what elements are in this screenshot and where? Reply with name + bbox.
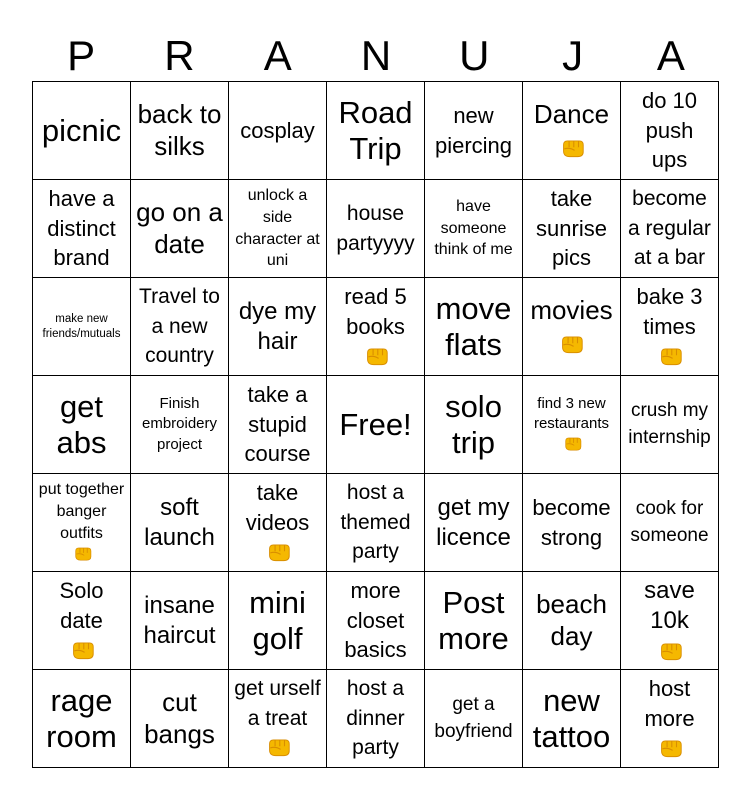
bingo-cell[interactable] (523, 278, 621, 376)
cell-text: Post more (438, 584, 509, 656)
cell-text: take sunrise pics (536, 185, 607, 271)
header-letter-p: P (67, 32, 96, 79)
bingo-cell[interactable] (621, 82, 719, 180)
cell-text: move flats (435, 290, 512, 362)
bingo-cell[interactable] (327, 474, 425, 572)
oncoming-fist-icon (70, 639, 96, 661)
cell-text: get my licence (436, 493, 511, 551)
cell-text: soft launch (144, 493, 215, 551)
cell-text: have a distinct brand (47, 185, 116, 271)
oncoming-fist-icon (563, 435, 583, 452)
free-space-text: Free! (339, 406, 412, 442)
bingo-cell[interactable] (327, 82, 425, 180)
oncoming-fist-icon (73, 545, 93, 562)
cell-text: get urself a treat (234, 677, 321, 730)
bingo-cell[interactable] (621, 474, 719, 572)
bingo-cell[interactable] (229, 572, 327, 670)
bingo-header (32, 30, 720, 82)
oncoming-fist-icon (266, 736, 292, 758)
bingo-cell[interactable] (229, 670, 327, 768)
cell-text: movies (530, 295, 613, 326)
cell-text: put together banger outfits (38, 481, 125, 542)
bingo-cell[interactable] (621, 180, 719, 278)
bingo-cell[interactable] (621, 572, 719, 670)
bingo-cell[interactable] (327, 670, 425, 768)
cell-text: go on a date (136, 197, 223, 259)
bingo-cell[interactable] (131, 82, 229, 180)
bingo-cell[interactable] (131, 474, 229, 572)
cell-text: mini golf (249, 584, 306, 656)
bingo-cell[interactable] (425, 278, 523, 376)
header-letter-a: A (263, 32, 292, 79)
cell-text: cook for someone (630, 497, 709, 546)
cell-text: dye my hair (238, 297, 317, 355)
cell-text: find 3 new restaurants (533, 395, 610, 433)
cell-text: Travel to a new country (139, 285, 220, 368)
cell-text: back to silks (137, 99, 222, 161)
cell-text: more closet basics (344, 577, 407, 663)
bingo-cell[interactable] (425, 572, 523, 670)
bingo-cell[interactable] (131, 180, 229, 278)
header-letter-a2: A (656, 32, 685, 79)
oncoming-fist-icon (266, 541, 292, 563)
bingo-cell[interactable] (425, 474, 523, 572)
oncoming-fist-icon (560, 137, 586, 159)
bingo-cell[interactable] (425, 376, 523, 474)
header-letter-r: R (164, 32, 195, 79)
header-letter-u: U (459, 32, 490, 79)
cell-text: take videos (245, 479, 310, 535)
bingo-cell[interactable] (425, 82, 523, 180)
cell-text: make new friends/mutuals (42, 312, 121, 340)
cell-text: take a stupid course (244, 381, 311, 467)
cell-text: become a regular at a bar (628, 187, 711, 270)
cell-text: host more (644, 675, 695, 731)
cell-text: solo trip (445, 388, 502, 460)
bingo-cell[interactable] (523, 474, 621, 572)
cell-text: picnic (41, 112, 122, 148)
cell-text: Finish embroidery project (141, 395, 218, 453)
free-space-cell[interactable] (327, 376, 425, 474)
oncoming-fist-icon (364, 345, 390, 367)
cell-text: host a themed party (340, 481, 411, 564)
oncoming-fist-icon (658, 345, 684, 367)
bingo-cell[interactable] (33, 180, 131, 278)
bingo-cell[interactable] (229, 474, 327, 572)
bingo-cell[interactable] (131, 572, 229, 670)
cell-text: have someone think of me (434, 198, 513, 259)
bingo-cell[interactable] (523, 670, 621, 768)
cell-text: cosplay (240, 117, 315, 143)
oncoming-fist-icon (658, 640, 684, 662)
cell-text: cut bangs (144, 687, 215, 749)
cell-text: crush my internship (628, 399, 711, 448)
cell-text: host a dinner party (346, 677, 405, 760)
bingo-cell[interactable] (425, 670, 523, 768)
bingo-grid (32, 81, 719, 768)
bingo-cell[interactable] (33, 474, 131, 572)
bingo-cell[interactable] (33, 572, 131, 670)
cell-text: beach day (536, 589, 607, 651)
bingo-cell[interactable] (33, 376, 131, 474)
bingo-cell[interactable] (523, 376, 621, 474)
cell-text: read 5 books (344, 283, 407, 339)
bingo-cell[interactable] (327, 572, 425, 670)
bingo-cell[interactable] (621, 376, 719, 474)
bingo-cell[interactable] (621, 278, 719, 376)
oncoming-fist-icon (658, 737, 684, 759)
header-letter-n: N (360, 32, 392, 79)
bingo-cell[interactable] (523, 82, 621, 180)
bingo-cell[interactable] (327, 278, 425, 376)
bingo-cell[interactable] (131, 278, 229, 376)
cell-text: do 10 push ups (641, 87, 698, 173)
bingo-cell[interactable] (229, 376, 327, 474)
bingo-cell[interactable] (131, 670, 229, 768)
cell-text: Road Trip (338, 94, 413, 166)
bingo-cell[interactable] (33, 278, 131, 376)
cell-text: Solo date (59, 577, 104, 633)
cell-text: unlock a side character at uni (235, 187, 320, 270)
cell-text: rage room (46, 682, 117, 754)
bingo-cell[interactable] (229, 278, 327, 376)
cell-text: get abs (56, 388, 107, 460)
cell-text: house partyyyy (336, 202, 415, 255)
bingo-cell[interactable] (327, 180, 425, 278)
bingo-cell[interactable] (131, 376, 229, 474)
cell-text: new piercing (434, 102, 513, 158)
bingo-cell[interactable] (523, 572, 621, 670)
cell-text: save 10k (644, 576, 695, 634)
cell-text: get a boyfriend (434, 693, 513, 742)
cell-text: insane haircut (143, 591, 216, 649)
header-letter-j: J (562, 32, 584, 79)
bingo-cell[interactable] (229, 180, 327, 278)
bingo-cell[interactable] (229, 82, 327, 180)
bingo-cell[interactable] (621, 670, 719, 768)
bingo-cell[interactable] (425, 180, 523, 278)
bingo-cell[interactable] (33, 82, 131, 180)
cell-text: bake 3 times (636, 283, 703, 339)
oncoming-fist-icon (559, 333, 585, 355)
cell-text: Dance (533, 99, 610, 130)
cell-text: become strong (532, 494, 611, 550)
cell-text: new tattoo (532, 682, 611, 754)
bingo-cell[interactable] (33, 670, 131, 768)
bingo-cell[interactable] (523, 180, 621, 278)
